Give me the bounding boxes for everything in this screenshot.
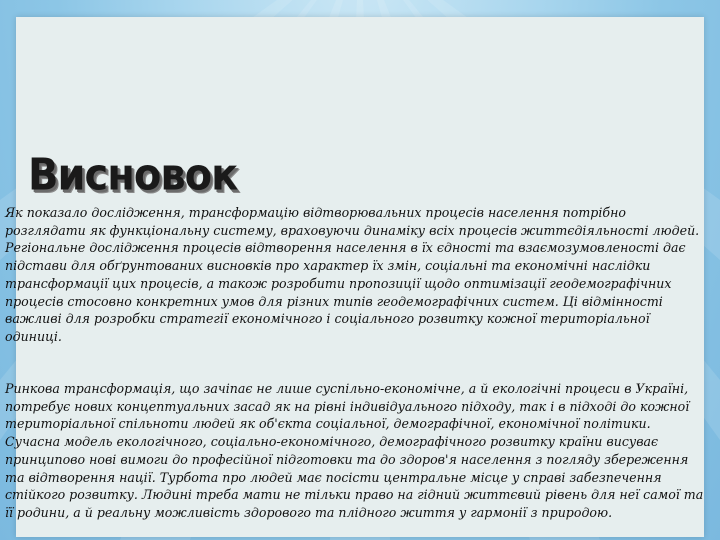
conclusion-paragraph-1: Як показало дослідження, трансформацію відтворювальних процесів населення потрібно розглядати як функціональну систему, враховуючи динаміку всіх процесів життєдіяльності людей. Регіональне дослідження процесів відтворення населення в їх єдності та взаємозумовленості дає підстави для обґрунтованих висновків про характер їх змін, соціальні та економічні наслідки трансформації цих процесів, а також розробити пропозиції щодо оптимізації геодемографічних процесів стосовно конкретних умов для різних типів геодемографічних систем. Ці відмінності важливі для розробки стратегії економічного і соціального розвитку кожної територіальної одиниці. — [5, 205, 700, 344]
conclusion-paragraph-2: Ринкова трансформація, що зачіпає не лише суспільно-економічне, а й екологічні процеси в Україні, потребує нових концептуальних засад як на рівні індивідуального підходу, так і в підході до кожної територіальної спільноти людей як об'єкта соціальної, демографічної, економічної політики. Сучасна модель екологічного, соціально-економічного, демографічного розвитку країни висуває принципово нові вимоги до професійної підготовки та до здоров'я населення з погляду збереження та відтворення нації. Турбота про людей має посісти центральне місце у справі забезпечення стійкого розвитку. Людині треба мати не тільки право на гідний життєвий рівень для неї самої та її родини, а й реальну можливість здорового та плідного життя у гармонії з природою. — [5, 381, 704, 520]
slide-title: Висновок — [28, 150, 238, 201]
